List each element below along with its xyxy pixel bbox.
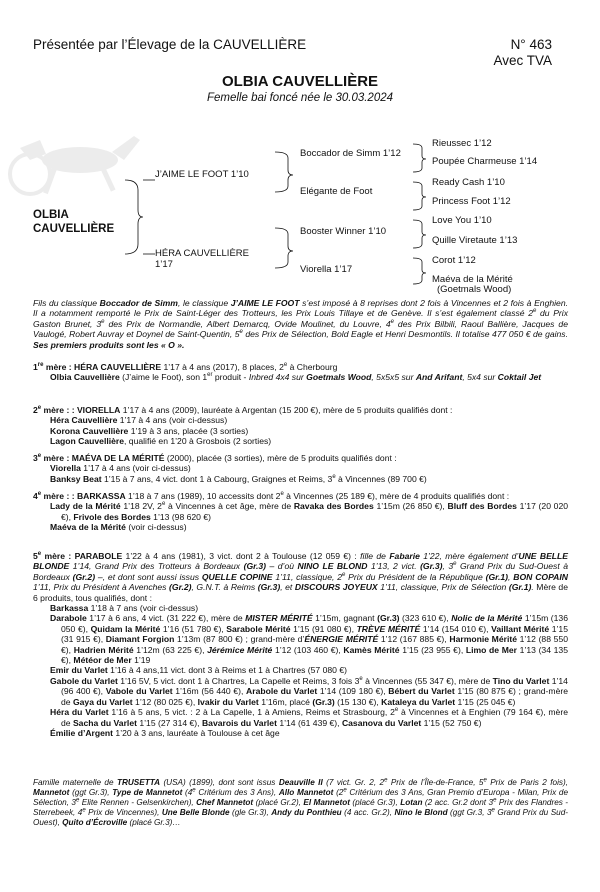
pedigree-root: OLBIA CAUVELLIÈRE: [33, 209, 115, 235]
lot-info: [493, 37, 552, 69]
maternal-family-note: Famille maternelle de TRUSETTA (USA) (1899), dont sont issus Deauville II (7 vict. Gr. 2, 2e Prix de l’Île-de-France, 5e Prix de Paris 2 fois), Mannetot (ggt Gr.3), Type de Mannetot (4e Critérium des 3 Ans), Allo Mannetot (2e Critérium des 3 Ans, Gran Premio d’Europa - Milan, Prix de Sélection, 3e Elite Rennen - Gelsenkirchen), Chef Mannetot (placé Gr.2), El Mannetot (placé Gr.3), Lotan (2 acc. Gr.2 dont 3e Prix des Flandres - Sterrebeek, 4e Prix de Vincennes), Une Belle Blonde (gle Gr.3), Andy du Ponthieu (4 acc. Gr.2), Nino le Blond (ggt Gr.3, 3e Grand Prix du Sud-Ouest), Quito d’Écroville (placé Gr.3)…: [33, 777, 569, 827]
sire-dam: Elégante de Foot: [300, 186, 373, 197]
second-dam-section: 2e mère : : VIORELLA 1’17 à 4 ans (2009), lauréate à Argentan (15 200 €), mère de 5 produits qualifiés dont : Héra Cauvellière 1’17 à 4 ans (voir ci-dessus) Korona Cauvellière 1’19 à 3 ans, placée (3 sorties) Lagon Cauvellière, qualifié en 1’20 à Grosbois (2 sorties): [33, 405, 453, 447]
dam: HÉRA CAUVELLIÈRE 1’17: [155, 248, 249, 270]
lot-number: N° 463: [510, 37, 552, 52]
third-dam-section: 3e mère : MAÉVA DE LA MÉRITÉ (2000), placée (3 sorties), mère de 5 produits qualifiés dont : Viorella 1’17 à 4 ans (voir ci-dessus) Banksy Beat 1’15 à 7 ans, 4 vict. dont 1 à Cabourg, Graignes et Reims, 3e à Vincennes (89 700 €): [33, 453, 427, 484]
ancestor-3: Ready Cash 1’10: [432, 177, 505, 188]
horse-name: OLBIA CAUVELLIÈRE: [221, 73, 379, 90]
horse-description: Femelle bai foncé née le 30.03.2024: [206, 92, 394, 104]
dam-sire: Booster Winner 1’10: [300, 226, 387, 237]
sire-sire: Boccador de Simm 1’12: [300, 148, 401, 159]
ancestor-1: Rieussec 1’12: [432, 138, 492, 149]
fifth-dam-section: 5e mère : PARABOLE 1’22 à 4 ans (1981), 3 vict. dont 2 à Toulouse (12 059 €) : fille de Fabarie 1’22, mère également d’UNE BELLE BLONDE 1’14, Grand Prix des Trotteurs à Bordeaux (Gr.3) – d’où NINO LE BLOND 1’13, 2 vict. (Gr.3), 3e Grand Prix du Sud-Ouest à Bordeaux (Gr.2) –, et dont sont aussi issus QUELLE COPINE 1’11, classique, 2e Prix du Président de la République (Gr.1), BON COPAIN 1’11, Prix du Président à Avenches (Gr.2), G.N.T. à Reims (Gr.3), et DISCOURS JOYEUX 1’11, classique, Prix de Sélection (Gr.1). Mère de 6 produits, tous qualifiés, dont : Barkassa 1’18 à 7 ans (voir ci-dessus) Darabole 1’17 à 6 ans, 4 vict. (31 222 €), mère de MISTER MÉRITÉ 1’15m, gagnant (Gr.3) (323 610 €), Nolic de la Mérité 1’15m (136 050 €), Quidam la Mérité 1’16 (51 780 €), Sarabole Mérité 1’15 (91 080 €), TRÈVE MÉRITÉ 1’14 (154 010 €), Vaillant Mérité 1’15 (31 915 €), Diamant Forgion 1’13m (87 800 €) ; grand-mère d’ÉNERGIE MÉRITÉ 1’12 (167 885 €), Harmonie Mérité 1’12 (88 550 €), Hadrien Mérité 1’12m (63 225 €), Jérémice Mérité 1’12 (103 460 €), Kamès Mérité 1’15 (23 955 €), Limo de Mer 1’13 (34 135 €), Météor de Mer 1’19 Emir du Varlet 1’16 à 4 ans,11 vict. dont 3 à Reims et 1 à Chartres (57 080 €) Gabole du Varlet 1’16 5V, 5 vict. dont 1 à Chartres, La Capelle et Reims, 3 fois 3e à Vincennes (55 347 €), mère de Tino du Varlet 1’14 (96 400 €), Vabole du Varlet 1’16m (56 440 €), Arabole du Varlet 1’14 (109 180 €), Bébert du Varlet 1’15 (80 875 €) ; grand-mère de Gaya du Varlet 1’12 (80 025 €), Ivakir du Varlet 1’16m, placé (Gr.3) (15 130 €), Kataleya du Varlet 1’15 (25 045 €) Héra du Varlet 1’16 à 5 ans, 5 vict. : 2 à La Capelle, 1 à Amiens, Reims et Strasbourg, 2e à Vincennes et à Enghien (79 164 €), mère de Sacha du Varlet 1’15 (27 314 €), Bavarois du Varlet 1’14 (61 439 €), Casanova du Varlet 1’15 (52 750 €) Émilie d’Argent 1’20 à 3 ans, lauréate à Toulouse à cet âge: [33, 551, 569, 738]
sire: J’AIME LE FOOT 1’10: [155, 169, 249, 180]
sire-intro: Fils du classique Boccador de Simm, le classique J’AIME LE FOOT s’est imposé à 8 reprises dont 2 fois à Vincennes et 2 fois à Enghien. Il a notamment remporté le Prix de Saint-Léger des Trotteurs, les Prix Louis Tillaye et de Genève. Il s’est également classé 2e du Prix Gaston Brunet, 3e des Prix de Normandie, Albert Demarcq, Ovide Moulinet, du Louvre, 4e des Prix Bilbili, Raoul Ballière, Jacques de Vaulogé, Robert Auvray et Doynel de Saint-Quentin, 5e des Prix de Sélection, Bold Eagle et Henri Desmontils. Il totalise 477 050 € de gains. Ses premiers produits sont les « O ».: [33, 298, 568, 350]
ancestor-4: Princess Foot 1’12: [432, 196, 511, 207]
ancestor-2: Poupée Charmeuse 1’14: [432, 156, 538, 167]
ancestor-8-sire: (Goetmals Wood): [437, 284, 512, 295]
ancestor-6: Quille Viretaute 1’13: [432, 235, 518, 246]
pedigree-chart: [0, 130, 600, 295]
ancestor-5: Love You 1’10: [432, 215, 492, 226]
dam-dam: Viorella 1’17: [300, 264, 353, 275]
tax-status: Avec TVA: [493, 53, 552, 68]
ancestor-8: Maéva de la Mérité: [432, 274, 513, 285]
ancestor-7: Corot 1’12: [432, 255, 476, 266]
first-dam-section: 1re mère : HÉRA CAUVELLIÈRE 1’17 à 4 ans (2017), 8 places, 2e à Cherbourg Olbia Cauvellière (J’aime le Foot), son 1er produit - Inbred 4x4 sur Goetmals Wood, 5x5x5 sur And Arifant, 5x4 sur Coktail Jet: [33, 362, 542, 383]
fourth-dam-section: 4e mère : : BARKASSA 1’18 à 7 ans (1989), 10 accessits dont 2e à Vincennes (25 189 €), mère de 4 produits qualifiés dont : Lady de la Mérité 1’18 2V, 2e à Vincennes à cet âge, mère de Ravaka des Bordes 1’15m (26 850 €), Bluff des Bordes 1’17 (20 020 €), Frivole des Bordes 1’13 (98 620 €) Maéva de la Mérité (voir ci-dessus): [33, 491, 569, 533]
presenter-line: Présentée par l’Élevage de la CAUVELLIÈRE: [33, 37, 307, 52]
